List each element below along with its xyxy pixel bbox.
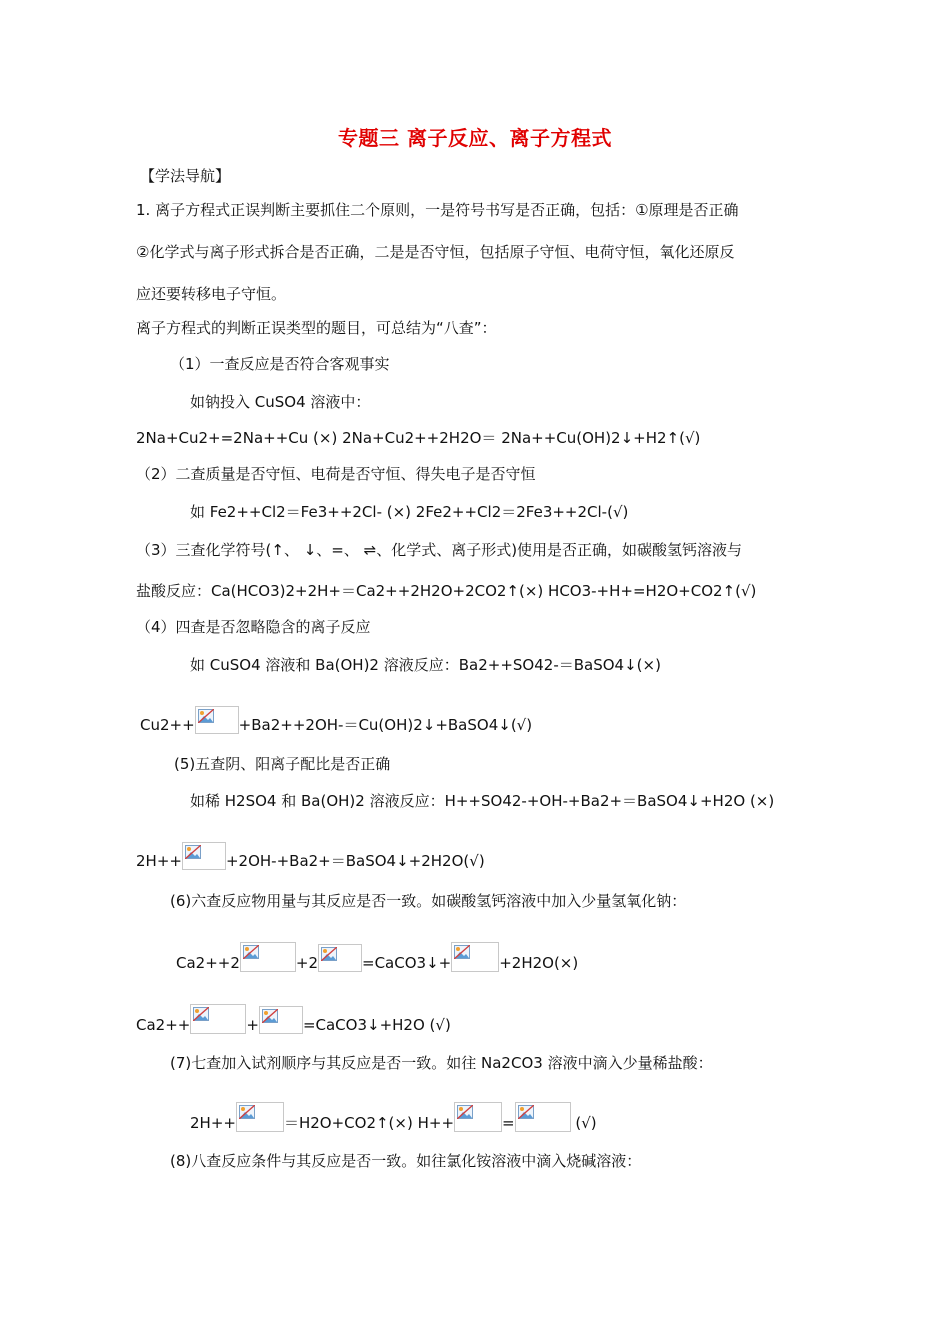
equation-text: +Ba2++2OH-＝Cu(OH)2↓+BaSO4↓(√) [238,716,533,734]
equation-line [176,942,578,973]
equation-text: + [246,1016,259,1034]
check-heading: (6)六查反应物用量与其反应是否一致。如碳酸氢钙溶液中加入少量氢氧化钠： [170,892,687,910]
equation-text: (√) [570,1114,597,1132]
paragraph-line: 离子方程式的判断正误类型的题目，可总结为“八查”： [136,319,497,337]
page-title: 专题三 离子反应、离子方程式 [338,126,612,150]
example-line: 如稀 H2SO4 和 Ba(OH)2 溶液反应：H++SO42-+OH-+Ba2+＝BaSO4↓+H2O (×) [190,792,775,810]
broken-image-icon [190,1004,246,1034]
equation-line: 如 Fe2++Cl2＝Fe3++2Cl- (×) 2Fe2++Cl2＝2Fe3++2Cl-(√) [190,503,629,521]
broken-image-icon [318,944,362,972]
equation-line [140,706,532,735]
example-line: 如钠投入 CuSO4 溶液中： [190,393,371,411]
equation-text: +2OH-+Ba2+＝BaSO4↓+2H2O(√) [225,852,485,870]
broken-image-icon [236,1102,284,1132]
equation-line [136,1004,451,1035]
check-heading: (5)五查阴、阳离子配比是否正确 [174,755,391,773]
broken-image-icon [195,706,239,734]
section-heading: 【学法导航】 [140,167,231,185]
broken-image-icon [259,1006,303,1034]
paragraph-line: 应还要转移电子守恒。 [136,285,287,303]
paragraph-line: ②化学式与离子形式拆合是否正确，二是是否守恒，包括原子守恒、电荷守恒，氧化还原反 [136,243,735,261]
equation-line: 盐酸反应：Ca(HCO3)2+2H+＝Ca2++2H2O+2CO2↑(×) HCO3-+H+=H2O+CO2↑(√) [136,582,757,600]
check-heading: （2）二查质量是否守恒、电荷是否守恒、得失电子是否守恒 [136,465,536,483]
equation-text: +2 [295,954,319,972]
equation-line [190,1102,597,1133]
check-heading: （4）四查是否忽略隐含的离子反应 [136,618,371,636]
check-heading: (8)八查反应条件与其反应是否一致。如往氯化铵溶液中滴入烧碱溶液： [170,1152,642,1170]
equation-text: =CaCO3↓+ [362,954,452,972]
equation-line: 2Na+Cu2+=2Na++Cu (×) 2Na+Cu2++2H2O＝ 2Na++Cu(OH)2↓+H2↑(√) [136,429,701,447]
equation-text: 2H++ [190,1114,236,1132]
broken-image-icon [515,1102,571,1132]
broken-image-icon [182,842,226,870]
equation-text: ＝H2O+CO2↑(×) H++ [283,1114,455,1132]
broken-image-icon [454,1102,502,1132]
equation-text: Ca2++ [136,1016,191,1034]
equation-text: 2H++ [136,852,182,870]
paragraph-line: 1. 离子方程式正误判断主要抓住二个原则，一是符号书写是否正确，包括：①原理是否正确 [136,201,739,219]
equation-line [136,842,485,871]
check-heading: （3）三查化学符号(↑、 ↓、=、 ⇌、化学式、离子形式)使用是否正确，如碳酸氢钙溶液与 [136,541,743,559]
equation-text: = [502,1114,515,1132]
broken-image-icon [240,942,296,972]
broken-image-icon [451,942,499,972]
equation-text: =CaCO3↓+H2O (√) [302,1016,451,1034]
example-line: 如 CuSO4 溶液和 Ba(OH)2 溶液反应：Ba2++SO42-＝BaSO4↓(×) [190,656,661,674]
equation-text: Cu2++ [140,716,195,734]
equation-text: +2H2O(×) [499,954,579,972]
check-heading: （1）一查反应是否符合客观事实 [170,355,390,373]
check-heading: (7)七查加入试剂顺序与其反应是否一致。如往 Na2CO3 溶液中滴入少量稀盐酸： [170,1054,713,1072]
equation-text: Ca2++2 [176,954,240,972]
